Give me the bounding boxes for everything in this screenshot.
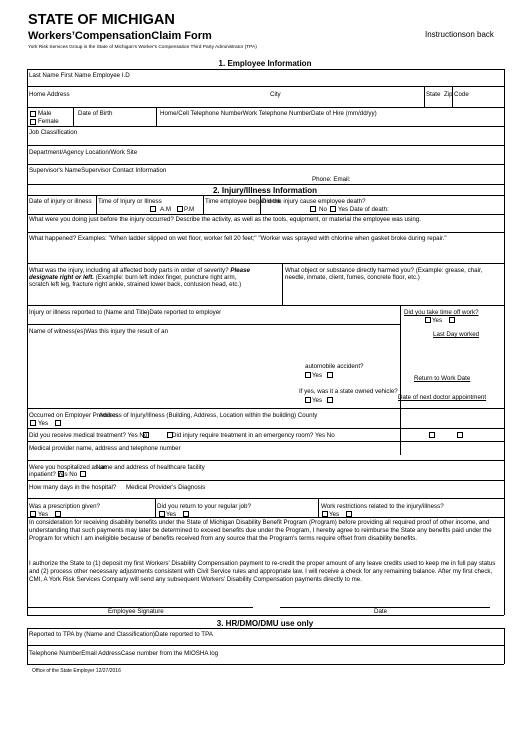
time-off-label: Did you take time off work?: [404, 309, 479, 316]
regular-job-label: Did you return to your regular job?: [157, 503, 251, 510]
consideration-text: In consideration for receiving disability benefits under the State of Michigan Disability Benefit Program (Program) before providing all required proof of other income, and understanding that such payments may later be determined to exceed benefits due under the Program, I hereby agree to reimburse the State any benefits paid under the Program for which I am ineligible because of benefits received from any source that the Program's terms require offset from disability benefits.: [29, 519, 492, 542]
divider: [27, 645, 504, 646]
divider: [260, 195, 261, 214]
employee-signature-label: Employee Signature: [108, 608, 164, 615]
phones-label: Home/Cell Telephone NumberWork Telephone NumberDate of Hire (mm/dd/yy): [160, 110, 377, 117]
what-doing-label: What were you doing just before the injury occurred? Describe the activity, as well as the tools, equipment, or material the employee was using.: [29, 216, 421, 223]
divider: [27, 408, 504, 409]
time-off-yes-checkbox[interactable]: [425, 317, 431, 323]
phone-email-label: Phone: Email:: [312, 176, 351, 183]
inpatient-yes-checkbox[interactable]: [58, 471, 64, 477]
male-label: Male: [38, 110, 52, 117]
inpatient-no-checkbox[interactable]: [80, 471, 86, 477]
address-illness-label: Address of Injury/Illness (Building, Address, Location within the building) County: [99, 412, 318, 419]
divider: [27, 126, 504, 127]
divider: [156, 107, 157, 126]
divider: [400, 305, 401, 455]
divider: [27, 498, 504, 499]
divider: [155, 498, 156, 517]
healthcare-facility-label: Name and address of healthcare facility: [96, 464, 205, 471]
zip-label: Zip: [444, 91, 453, 98]
divider: [27, 517, 504, 518]
code-label: Code: [454, 91, 469, 98]
death-question: Did the injury cause employee death?: [262, 198, 366, 205]
divider: [27, 69, 504, 70]
pm-label: P.M: [184, 206, 195, 213]
left-border-s3: [27, 628, 28, 664]
divider: [27, 441, 504, 442]
name-label: Last Name First Name Employee I.D: [29, 72, 130, 79]
supervisor-label: Supervisor's NameSupervisor Contact Information: [29, 167, 167, 174]
date-injury-label: Date of injury or illness: [29, 198, 92, 205]
divider: [27, 145, 504, 146]
hospitalized-label: Were you hospitalized as an: [29, 464, 107, 471]
divider: [27, 214, 504, 215]
form-title: Workers’CompensationClaim Form: [28, 30, 212, 42]
divider: [27, 428, 504, 429]
divider: [27, 86, 504, 87]
right-border: [504, 69, 505, 615]
reported-tpa-label: Reported to TPA by (Name and Classification)Date reported to TPA: [29, 631, 213, 638]
divider: [318, 498, 319, 517]
vehicle-no-checkbox[interactable]: [327, 397, 333, 403]
divider: [27, 615, 504, 616]
injury-line1: What was the injury, including all affected body parts in order of severity?: [29, 267, 229, 274]
divider: [27, 628, 504, 629]
divider: [27, 107, 504, 108]
restrictions-yes-label: Yes: [329, 511, 340, 518]
designate-note: Please designate right or left.: [29, 267, 250, 281]
premises-label: Occurred on Employer Premises: [29, 412, 119, 419]
emergency-yes-checkbox[interactable]: [429, 432, 435, 438]
divider: [73, 107, 74, 126]
footer-office: Office of the State Employer 12/27/2016: [32, 668, 121, 674]
death-no-label: No: [319, 206, 327, 213]
authorize-text: I authorize the State to (1) deposit my first Workers' Disability Compensation payment to re-credit the proper amount of any leave credits used to keep me in full pay status and (2) process other necessary adjustments consistent with Civil Service rules and appropriate law. I will receive a check for any remaining balance. After my first check, CMI, A York Risk Services Company will send any subsequent Workers' Disability Compensation payments directly to me.: [29, 560, 496, 583]
divider: [27, 184, 504, 185]
divider: [27, 195, 504, 196]
divider: [424, 86, 425, 107]
treatment-yes-checkbox[interactable]: [143, 432, 149, 438]
premises-yes-label: Yes: [38, 420, 49, 427]
premises-yes-checkbox[interactable]: [30, 420, 36, 426]
emergency-question: Did injury require treatment in an emergency room? Yes No: [172, 432, 335, 439]
premises-no-checkbox[interactable]: [55, 420, 61, 426]
date-label: Date: [374, 608, 388, 615]
divider: [27, 324, 400, 325]
reported-to-label: Injury or illness reported to (Name and Title)Date reported to employer: [29, 309, 222, 316]
auto-yes-checkbox[interactable]: [305, 372, 311, 378]
prescription-yes-label: Yes: [38, 511, 49, 518]
am-checkbox[interactable]: [150, 206, 156, 212]
state-label: State: [426, 91, 441, 98]
state-heading: STATE OF MICHIGAN: [28, 12, 175, 28]
time-off-yes-label: Yes: [432, 317, 443, 324]
divider: [27, 460, 504, 461]
divider: [27, 164, 504, 165]
treatment-question: Did you receive medical treatment? Yes No: [29, 432, 148, 439]
vehicle-yes-checkbox[interactable]: [305, 397, 311, 403]
state-vehicle-label: If yes, was it a state owned vehicle?: [299, 388, 398, 395]
death-yes-checkbox[interactable]: [330, 206, 336, 212]
am-label: A.M: [160, 206, 172, 213]
vehicle-yes-label: Yes: [312, 397, 323, 404]
death-no-checkbox[interactable]: [310, 206, 316, 212]
regular-job-yes-label: Yes: [166, 511, 177, 518]
city-label: City: [270, 91, 281, 98]
divider: [203, 195, 204, 214]
divider: [27, 664, 504, 665]
last-day-worked-label: Last Day worked: [433, 331, 480, 338]
time-began-label: Time employee began work: [205, 198, 281, 205]
time-injury-label: Time of Injury or Illness: [98, 198, 162, 205]
next-doctor-label: Date of next doctor appointment: [398, 394, 487, 401]
pm-checkbox[interactable]: [177, 206, 183, 212]
home-address-label: Home Address: [29, 91, 70, 98]
section-1-title: 1. Employee Information: [218, 59, 312, 68]
diagnosis-label: Medical Provider's Diagnosis: [126, 484, 206, 491]
object-label: What object or substance directly harmed you? (Example: grease, chair, needle, inmate, client, fumes, concrete floor, etc.): [285, 267, 483, 281]
divider: [27, 232, 504, 233]
female-label: Female: [38, 118, 59, 125]
witness-label: Name of witness(es)Was this injury the result of an: [29, 328, 169, 335]
hospital-days-label: How many days in the hospital?: [29, 484, 117, 491]
auto-accident-label: automobile accident?: [305, 363, 364, 370]
what-happened-label: What happened? Examples: "When ladder slipped on wet floor, worker fell 20 feet;" "Worker was sprayed with chlorine when gasket broke during repair.": [29, 235, 447, 242]
right-border-s3: [504, 628, 505, 664]
divider: [27, 263, 504, 264]
time-off-no-checkbox[interactable]: [449, 317, 455, 323]
tpa-subtitle: York Risk Services Group is the State of Michigan's Worker's Compensation Third Party Administrator (TPA): [28, 45, 257, 50]
left-border: [27, 69, 28, 615]
job-label: Job Classification: [29, 129, 78, 136]
instructions-note: Instructionson back: [425, 30, 494, 39]
emergency-no-checkbox[interactable]: [457, 432, 463, 438]
divider: [452, 86, 453, 107]
restrictions-label: Work restrictions related to the injury/illness?: [321, 503, 444, 510]
telephone-label: Telephone NumberEmail AddressCase number from the MIOSHA log: [29, 650, 219, 657]
dept-label: Department/Agency Location/Work Site: [29, 149, 138, 156]
inpatient-label: inpatient? Yes No: [29, 471, 78, 478]
divider: [27, 305, 504, 306]
divider: [96, 195, 97, 214]
divider: [27, 480, 504, 481]
death-yes-label: Yes Date of death:: [338, 206, 389, 213]
divider: [282, 263, 283, 305]
prescription-label: Was a prescription given?: [29, 503, 100, 510]
dob-label: Date of Birth: [78, 110, 113, 117]
medical-provider-label: Medical provider name, address and telephone number: [29, 445, 181, 452]
injury-example: (Example: burn left index finger, puncture right arm, scratch left leg, fracture right ankle, strained lower back, contusion head, etc.): [29, 274, 242, 288]
female-checkbox[interactable]: [30, 119, 36, 125]
section-2-title: 2. Injury/Illness Information: [212, 186, 318, 195]
return-work-label: Return to Work Date: [414, 375, 471, 382]
injury-description-label: [29, 267, 257, 288]
auto-yes-label: Yes: [312, 372, 323, 379]
auto-no-checkbox[interactable]: [327, 372, 333, 378]
section-3-title: 3. HR/DMO/DMU use only: [216, 619, 314, 628]
male-checkbox[interactable]: [30, 111, 36, 117]
